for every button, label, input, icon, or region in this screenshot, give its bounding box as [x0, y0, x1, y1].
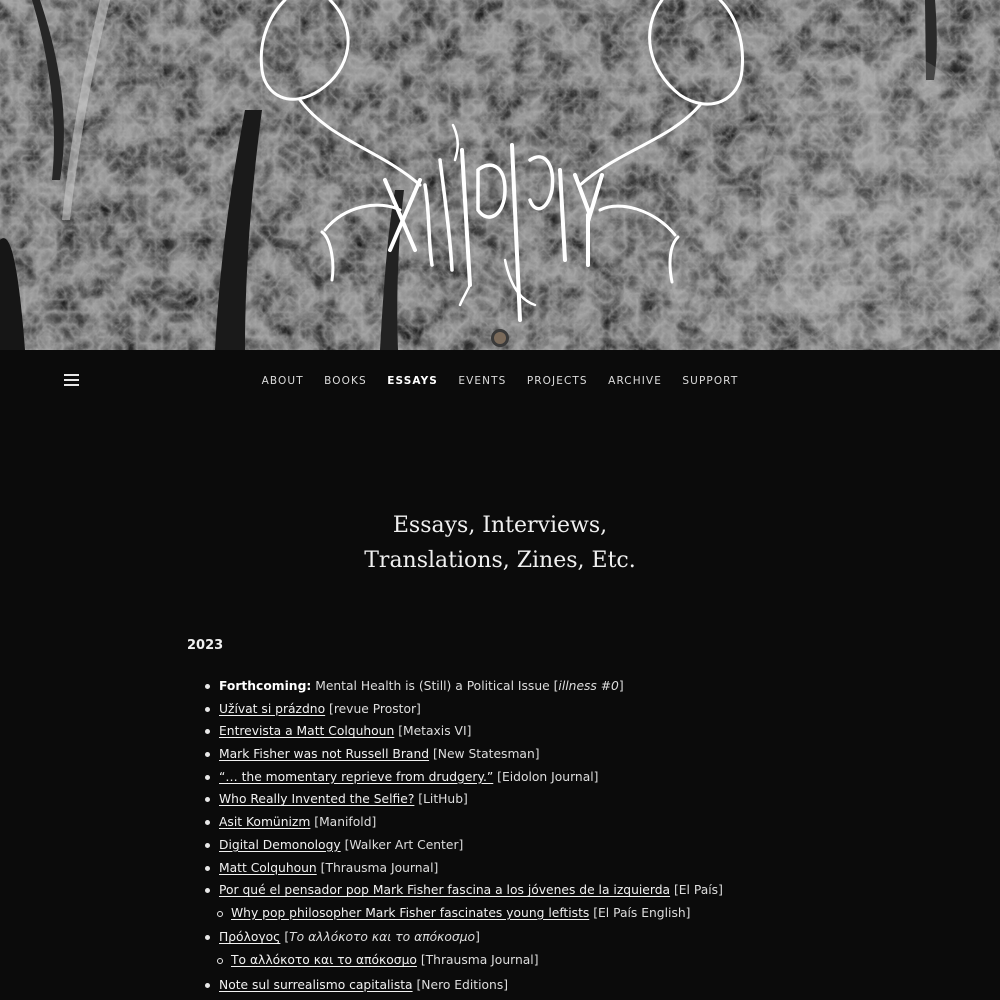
- essay-link[interactable]: Matt Colquhoun: [219, 860, 317, 875]
- forthcoming-label: Forthcoming:: [219, 679, 312, 693]
- list-item: [219, 881, 919, 904]
- list-item: [219, 813, 919, 836]
- essay-link[interactable]: “… the momentary reprieve from drudgery.”: [219, 769, 494, 784]
- item-source: [El País]: [670, 883, 723, 898]
- essay-link[interactable]: Entrevista a Matt Colquhoun: [219, 724, 395, 739]
- sub-list-item: [231, 904, 919, 929]
- sub-list-item: [231, 951, 919, 976]
- essay-link[interactable]: Who Really Invented the Selfie?: [219, 792, 415, 807]
- essay-link[interactable]: Πρόλογος: [219, 930, 281, 945]
- item-source: [revue Prostor]: [325, 701, 421, 716]
- nav-about[interactable]: ABOUT: [261, 375, 304, 387]
- list-item: [219, 836, 919, 859]
- nav-support[interactable]: SUPPORT: [682, 375, 739, 387]
- nav-projects[interactable]: PROJECTS: [526, 375, 588, 387]
- nav-links: [0, 375, 1000, 387]
- main-navigation: [0, 350, 1000, 412]
- essay-link[interactable]: Užívat si prázdno: [219, 701, 326, 716]
- item-source: ]: [475, 930, 480, 945]
- item-text: ]: [618, 679, 624, 693]
- essay-list: [219, 677, 919, 998]
- nav-books[interactable]: BOOKS: [324, 375, 367, 387]
- page-title-line-1: Essays, Interviews,: [392, 513, 608, 538]
- item-publication: illness #0: [558, 679, 619, 693]
- list-item: [219, 745, 919, 768]
- item-source: [Manifold]: [310, 815, 377, 830]
- essay-link[interactable]: Το αλλόκοτο και το απόκοσμο: [231, 953, 417, 968]
- essay-link[interactable]: Mark Fisher was not Russell Brand: [219, 747, 430, 762]
- item-source: [New Statesman]: [429, 747, 540, 762]
- item-source: [Metaxis VI]: [394, 724, 472, 739]
- list-item: [219, 768, 919, 791]
- item-source: [El País English]: [589, 905, 691, 920]
- essay-link[interactable]: Digital Demonology: [219, 837, 341, 852]
- list-item: [219, 928, 919, 951]
- list-item: [219, 722, 919, 745]
- page-title-line-2: Translations, Zines, Etc.: [364, 548, 636, 573]
- header-banner[interactable]: [0, 0, 1000, 350]
- item-source: [Thrausma Journal]: [316, 860, 439, 875]
- item-publication: Το αλλόκοτο και το απόκοσμο: [289, 930, 476, 945]
- item-source: [Walker Art Center]: [340, 837, 464, 852]
- year-heading: 2023: [187, 638, 224, 653]
- essay-link[interactable]: Por qué el pensador pop Mark Fisher fascina a los jóvenes de la izquierda: [219, 883, 671, 898]
- forest-photo: [0, 0, 1000, 350]
- nav-essays[interactable]: ESSAYS: [387, 375, 438, 387]
- item-source: [: [280, 930, 290, 945]
- item-text: Mental Health is (Still) a Political Issue [: [311, 679, 559, 693]
- essay-link[interactable]: Asit Komünizm: [219, 815, 311, 830]
- item-source: [LitHub]: [414, 792, 468, 807]
- page-title: [0, 508, 1000, 578]
- item-source: [Eidolon Journal]: [493, 769, 599, 784]
- list-item: [219, 790, 919, 813]
- item-source: [Nero Editions]: [412, 977, 509, 992]
- list-item: [219, 677, 919, 700]
- list-item: [219, 700, 919, 723]
- nav-archive[interactable]: ARCHIVE: [608, 375, 662, 387]
- nav-events[interactable]: EVENTS: [458, 375, 507, 387]
- essay-link[interactable]: Note sul surrealismo capitalista: [219, 977, 413, 992]
- item-source: [Thrausma Journal]: [416, 953, 539, 968]
- list-item: [219, 976, 919, 999]
- essay-link[interactable]: Why pop philosopher Mark Fisher fascinates young leftists: [231, 905, 590, 920]
- list-item: [219, 859, 919, 882]
